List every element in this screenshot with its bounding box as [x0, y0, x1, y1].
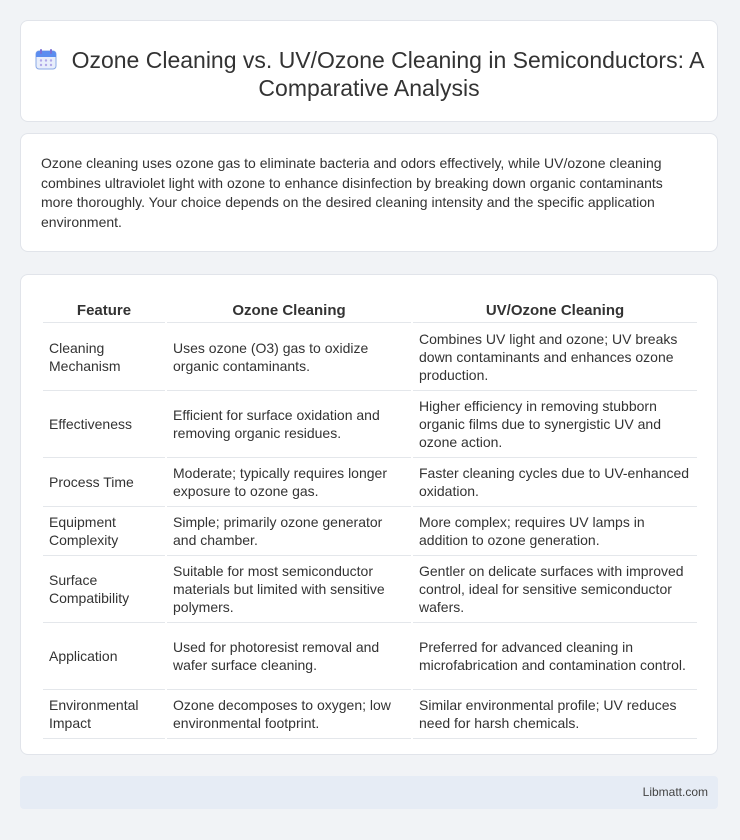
table-row: [43, 323, 697, 391]
feature-cell: Environmental Impact: [43, 690, 165, 739]
ozone-cell: Uses ozone (O3) gas to oxidize organic contaminants.: [167, 323, 411, 391]
feature-cell: Effectiveness: [43, 391, 165, 458]
title-card: [20, 20, 718, 122]
footer-brand: Libmatt.com: [642, 785, 708, 799]
table-header-row: [43, 295, 697, 323]
column-header-uv-ozone: UV/Ozone Cleaning: [413, 295, 697, 323]
page-title-text: Ozone Cleaning vs. UV/Ozone Cleaning in Semiconductors: A Comparative Analysis: [71, 47, 705, 101]
feature-cell: Equipment Complexity: [43, 507, 165, 556]
ozone-cell: Used for photoresist removal and wafer surface cleaning.: [167, 623, 411, 690]
table-row: [43, 556, 697, 623]
ozone-cell: Moderate; typically requires longer exposure to ozone gas.: [167, 458, 411, 507]
comparison-table: [41, 295, 699, 739]
uv-ozone-cell: Similar environmental profile; UV reduces need for harsh chemicals.: [413, 690, 697, 739]
column-header-feature: Feature: [43, 295, 165, 323]
table-row: [43, 623, 697, 690]
calendar-icon: [34, 47, 58, 71]
uv-ozone-cell: Preferred for advanced cleaning in microfabrication and contamination control.: [413, 623, 697, 690]
column-header-ozone: Ozone Cleaning: [167, 295, 411, 323]
page-title: [21, 21, 717, 102]
intro-card: [20, 133, 718, 252]
feature-cell: Surface Compatibility: [43, 556, 165, 623]
table-row: [43, 391, 697, 458]
uv-ozone-cell: Combines UV light and ozone; UV breaks down contaminants and enhances ozone production.: [413, 323, 697, 391]
uv-ozone-cell: Gentler on delicate surfaces with improved control, ideal for sensitive semiconductor wafers.: [413, 556, 697, 623]
footer: [20, 776, 718, 809]
comparison-card: [20, 274, 718, 755]
table-row: [43, 507, 697, 556]
intro-paragraph: Ozone cleaning uses ozone gas to eliminate bacteria and odors effectively, while UV/ozone cleaning combines ultraviolet light with ozone to enhance disinfection by breaking down organic contaminants more thoroughly. Your choice depends on the desired cleaning intensity and the specific application environment.: [41, 155, 663, 230]
table-row: [43, 458, 697, 507]
ozone-cell: Efficient for surface oxidation and removing organic residues.: [167, 391, 411, 458]
table-row: [43, 690, 697, 739]
feature-cell: Cleaning Mechanism: [43, 323, 165, 391]
feature-cell: Application: [43, 623, 165, 690]
ozone-cell: Ozone decomposes to oxygen; low environmental footprint.: [167, 690, 411, 739]
uv-ozone-cell: More complex; requires UV lamps in addition to ozone generation.: [413, 507, 697, 556]
ozone-cell: Suitable for most semiconductor materials but limited with sensitive polymers.: [167, 556, 411, 623]
feature-cell: Process Time: [43, 458, 165, 507]
uv-ozone-cell: Higher efficiency in removing stubborn organic films due to synergistic UV and ozone action.: [413, 391, 697, 458]
ozone-cell: Simple; primarily ozone generator and chamber.: [167, 507, 411, 556]
uv-ozone-cell: Faster cleaning cycles due to UV-enhanced oxidation.: [413, 458, 697, 507]
